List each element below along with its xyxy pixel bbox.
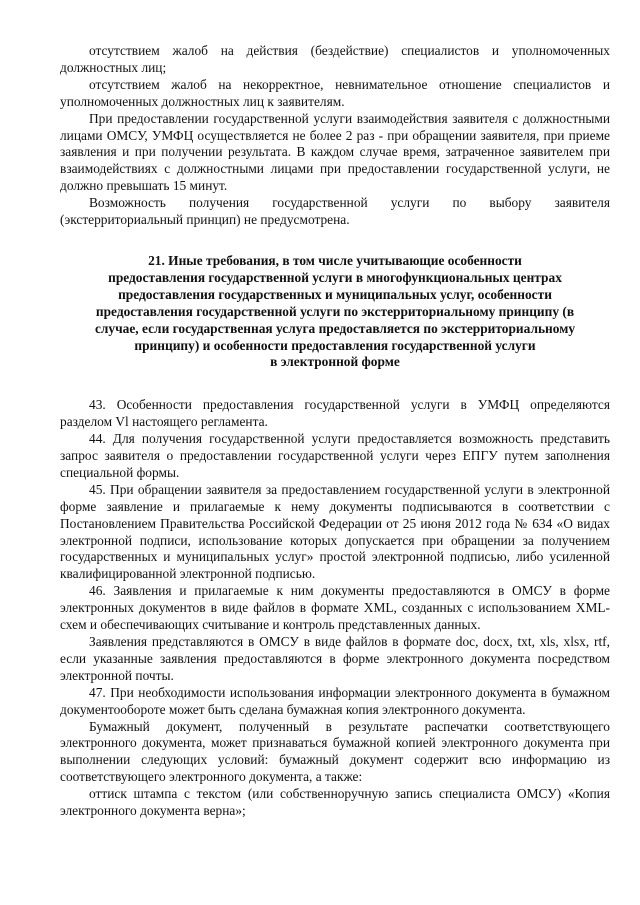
paragraph: отсутствием жалоб на некорректное, невнимательное отношение специалистов и уполномоченных должностных лиц к заявителям. <box>60 76 610 109</box>
paragraph-43: 43. Особенности предоставления государственной услуги в УМФЦ определяются разделом Vl настоящего регламента. <box>60 397 610 430</box>
paragraph-45: 45. При обращении заявителя за предоставлением государственной услуги в электронной форме заявление и прилагаемые к нему документы подписываются в соответствии с Постановлением Правительства Российской Федерации от 25 июня 2012 года № 634 «О видах электронной подписи, использование которых допускается при обращении за получением государственных и муниципальных услуг» простой электронной подписью, либо усиленной квалифицированной электронной подписью. <box>60 481 610 582</box>
paragraph: Бумажный документ, полученный в результате распечатки соответствующего электронного документа, может признаваться бумажной копией электронного документа при выполнении следующих условий: бумажный документ содержит всю информацию из соответствующего электронного документа, а также: <box>60 718 610 785</box>
heading-line: случае, если государственная услуга предоставляется по экстерриториальному <box>94 320 576 336</box>
paragraph-46: 46. Заявления и прилагаемые к ним документы предоставляются в ОМСУ в форме электронных документов в виде файлов в формате XML, созданных с использованием XML-схем и обеспечивающих считывание и контроль представленных данных. <box>60 583 610 633</box>
paragraph: При предоставлении государственной услуги взаимодействия заявителя с должностными лицами ОМСУ, УМФЦ осуществляется не более 2 раз - при обращении заявителя, при приеме заявления и при получении результата. В каждом случае время, затраченное заявителем при взаимодействиях с должностными лицами при предоставлении государственной услуги, не должно превышать 15 минут. <box>60 110 610 194</box>
paragraph-47: 47. При необходимости использования информации электронного документа в бумажном документообороте может быть сделана бумажная копия электронного документа. <box>60 684 610 717</box>
heading-line: принципу) и особенности предоставления государственной услуги <box>134 337 536 353</box>
section-heading <box>60 253 610 371</box>
heading-line: предоставления государственной услуги по экстерриториальному принципу (в <box>95 303 575 319</box>
heading-line: в электронной форме <box>270 354 400 370</box>
paragraph: оттиск штампа с текстом (или собственноручную запись специалиста ОМСУ) «Копия электронного документа верна»; <box>60 786 610 819</box>
heading-line: предоставления государственной услуги в многофункциональных центрах <box>108 269 562 285</box>
paragraph: отсутствием жалоб на действия (бездействие) специалистов и уполномоченных должностных лиц; <box>60 43 610 75</box>
document-body <box>60 43 610 820</box>
heading-line: предоставления государственных и муниципальных услуг, особенности <box>118 286 552 302</box>
paragraph-44: 44. Для получения государственной услуги предоставляется возможность представить запрос заявителя о предоставлении государственной услуги через ЕПГУ путем заполнения специальной формы. <box>60 431 610 480</box>
paragraph: Заявления представляются в ОМСУ в виде файлов в формате doc, docx, txt, xls, xlsx, rtf, если указанные заявления предоставляются в форме электронного документа посредством электронной почты. <box>60 634 610 683</box>
heading-line: 21. Иные требования, в том числе учитывающие особенности <box>148 252 522 268</box>
paragraph: Возможность получения государственной услуги по выбору заявителя (экстерриториальный принцип) не предусмотрена. <box>60 195 610 228</box>
